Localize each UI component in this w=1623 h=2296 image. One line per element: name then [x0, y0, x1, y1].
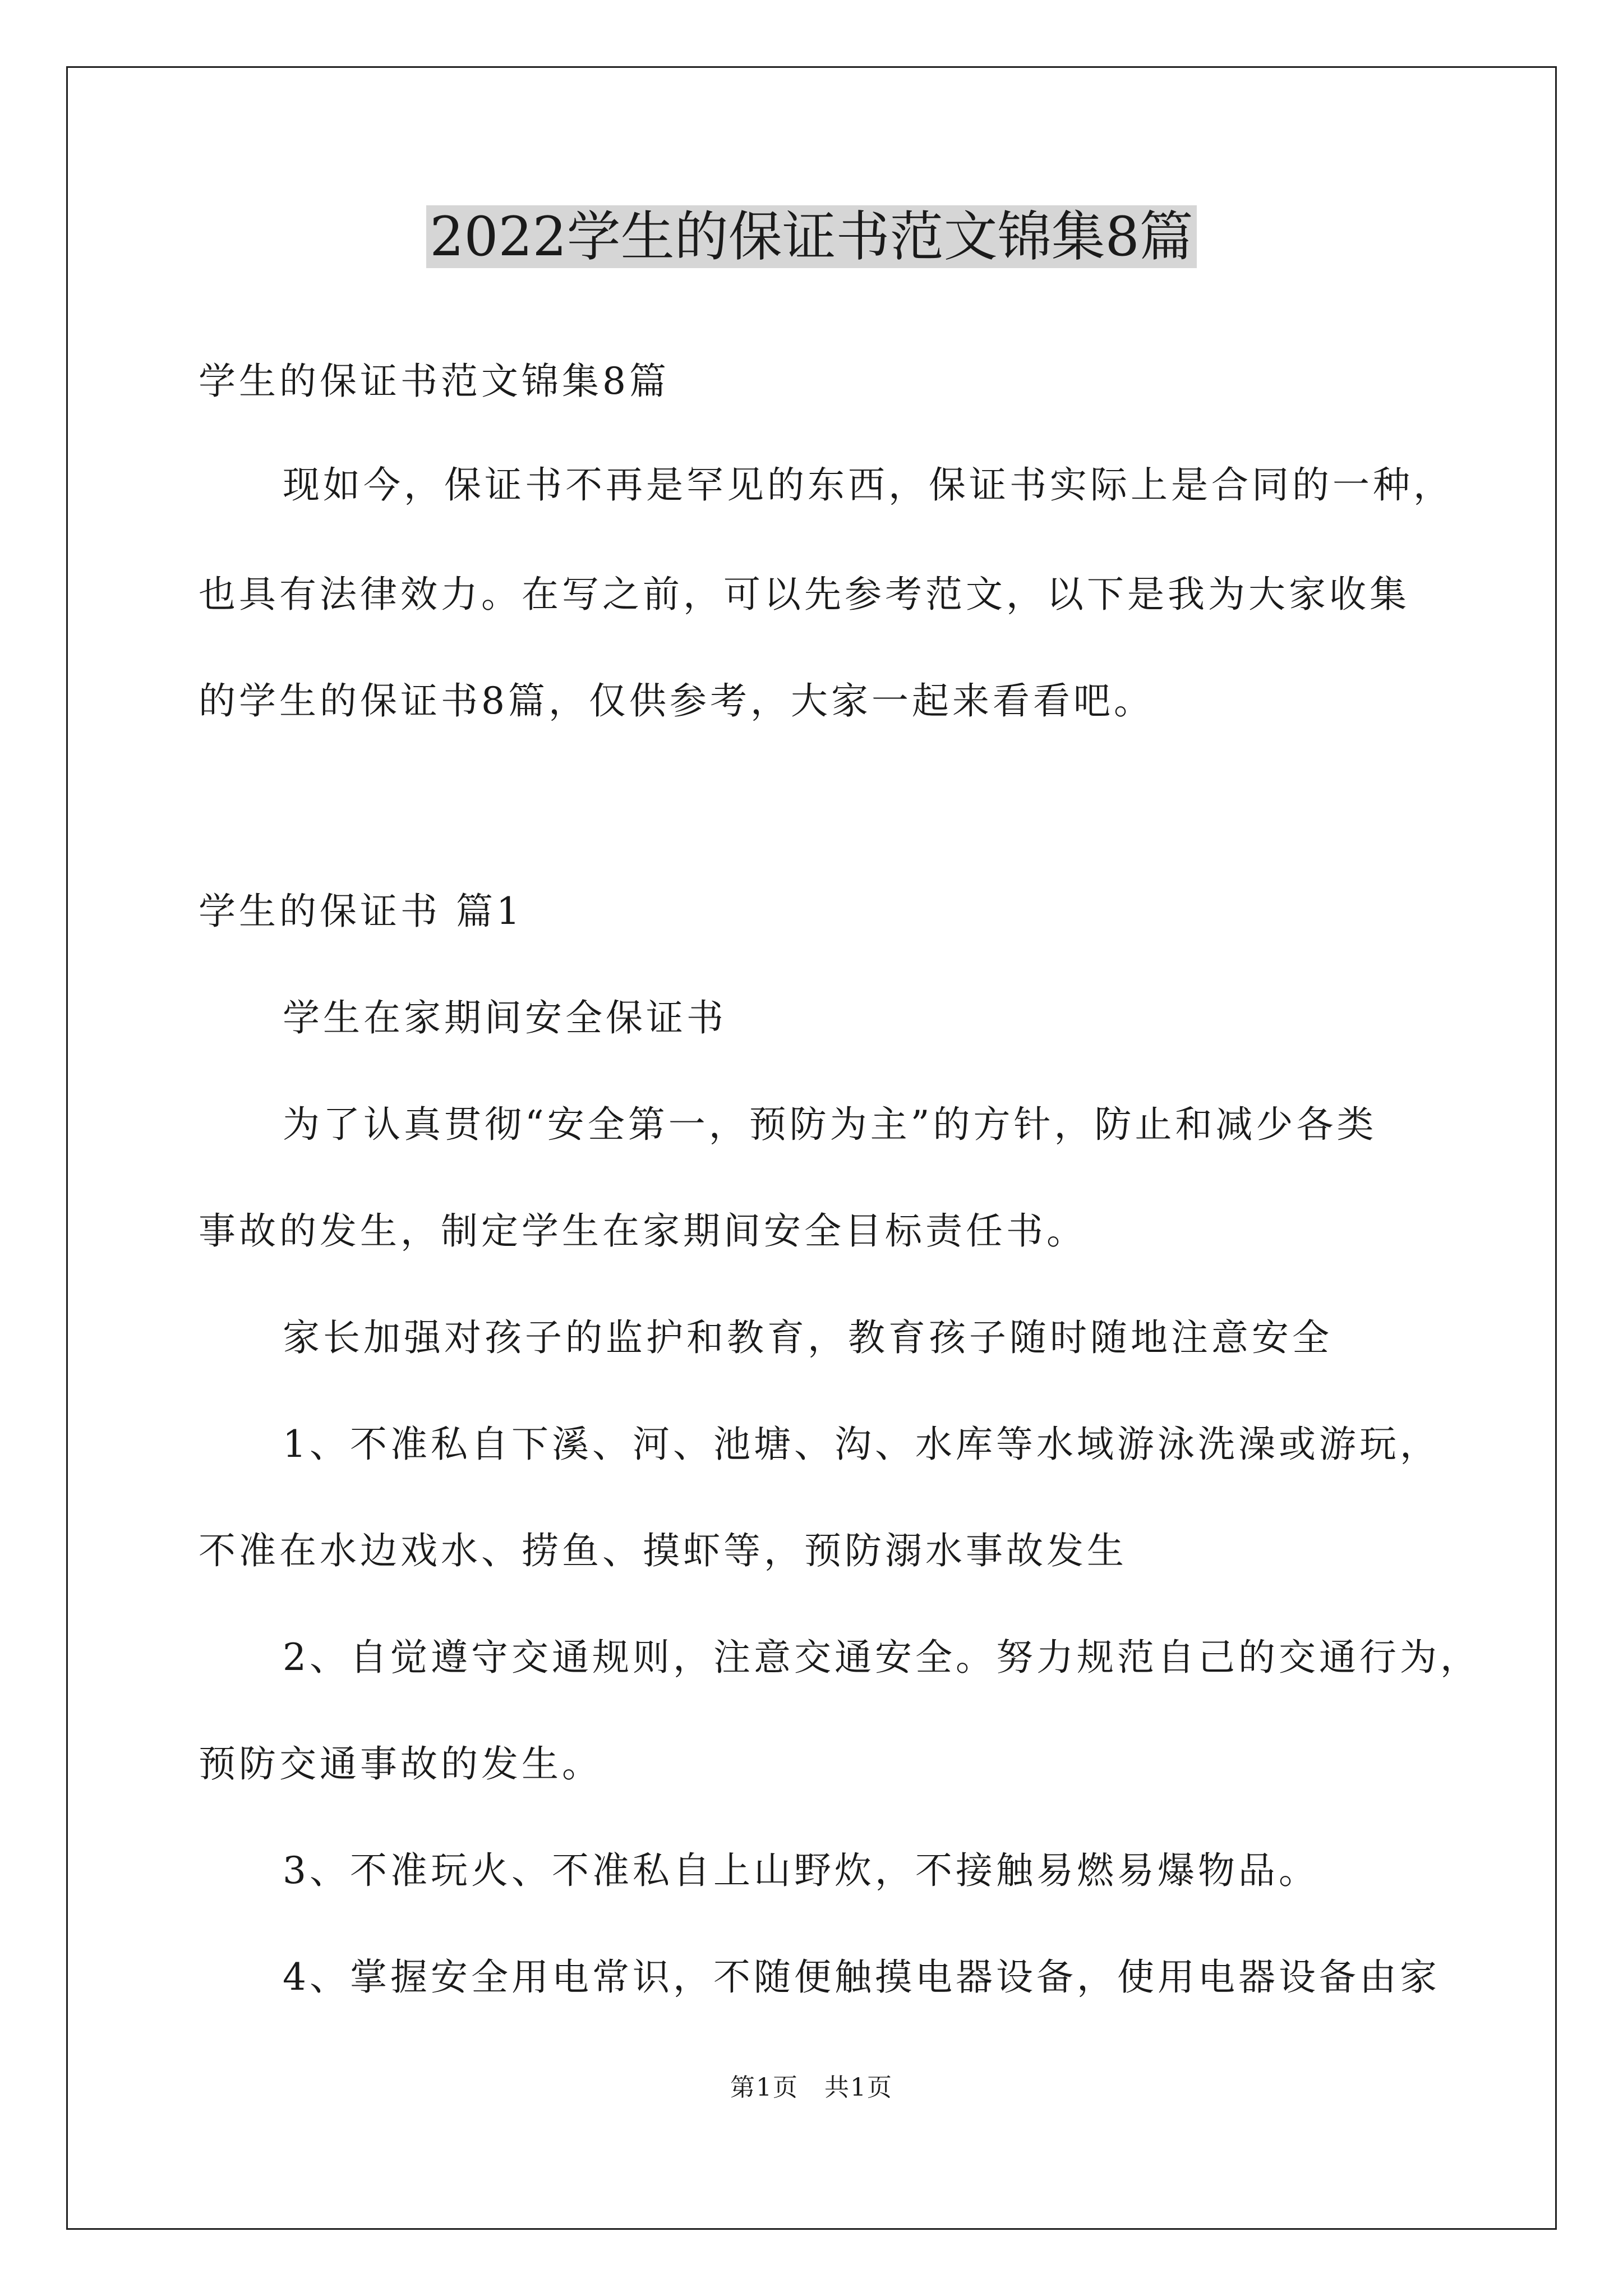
item-4-line-1: 4、掌握安全用电常识，不随便触摸电器设备，使用电器设备由家 [283, 1955, 1440, 1999]
item-3: 3、不准玩火、不准私自上山野炊，不接触易燃易爆物品。 [283, 1849, 1319, 1892]
item-1-line-1: 1、不准私自下溪、河、池塘、沟、水库等水域游泳洗澡或游玩， [283, 1423, 1440, 1466]
intro-line-1: 现如今，保证书不再是罕见的东西，保证书实际上是合同的一种， [283, 463, 1454, 507]
document-title [0, 197, 1623, 276]
page-number: 第1页 共1页 [730, 2073, 893, 2102]
document-title-text: 2022学生的保证书范文锦集8篇 [426, 205, 1196, 268]
paragraph-1-line-1: 为了认真贯彻“安全第一，预防为主”的方针，防止和减少各类 [283, 1103, 1377, 1146]
item-1-line-2: 不准在水边戏水、捞鱼、摸虾等，预防溺水事故发生 [199, 1529, 1127, 1572]
paragraph-2: 家长加强对孩子的监护和教育，教育孩子随时随地注意安全 [283, 1316, 1332, 1359]
intro-line-2: 也具有法律效力。在写之前，可以先参考范文，以下是我为大家收集 [199, 573, 1410, 616]
section-title: 学生在家期间安全保证书 [283, 996, 727, 1039]
section-heading: 学生的保证书 篇1 [199, 890, 523, 933]
item-2-line-2: 预防交通事故的发生。 [199, 1742, 602, 1786]
intro-line-3: 的学生的保证书8篇，仅供参考，大家一起来看看吧。 [199, 679, 1154, 723]
paragraph-1-line-2: 事故的发生，制定学生在家期间安全目标责任书。 [199, 1209, 1087, 1253]
item-2-line-1: 2、自觉遵守交通规则，注意交通安全。努力规范自己的交通行为， [283, 1636, 1481, 1679]
document-subtitle: 学生的保证书范文锦集8篇 [199, 360, 670, 403]
